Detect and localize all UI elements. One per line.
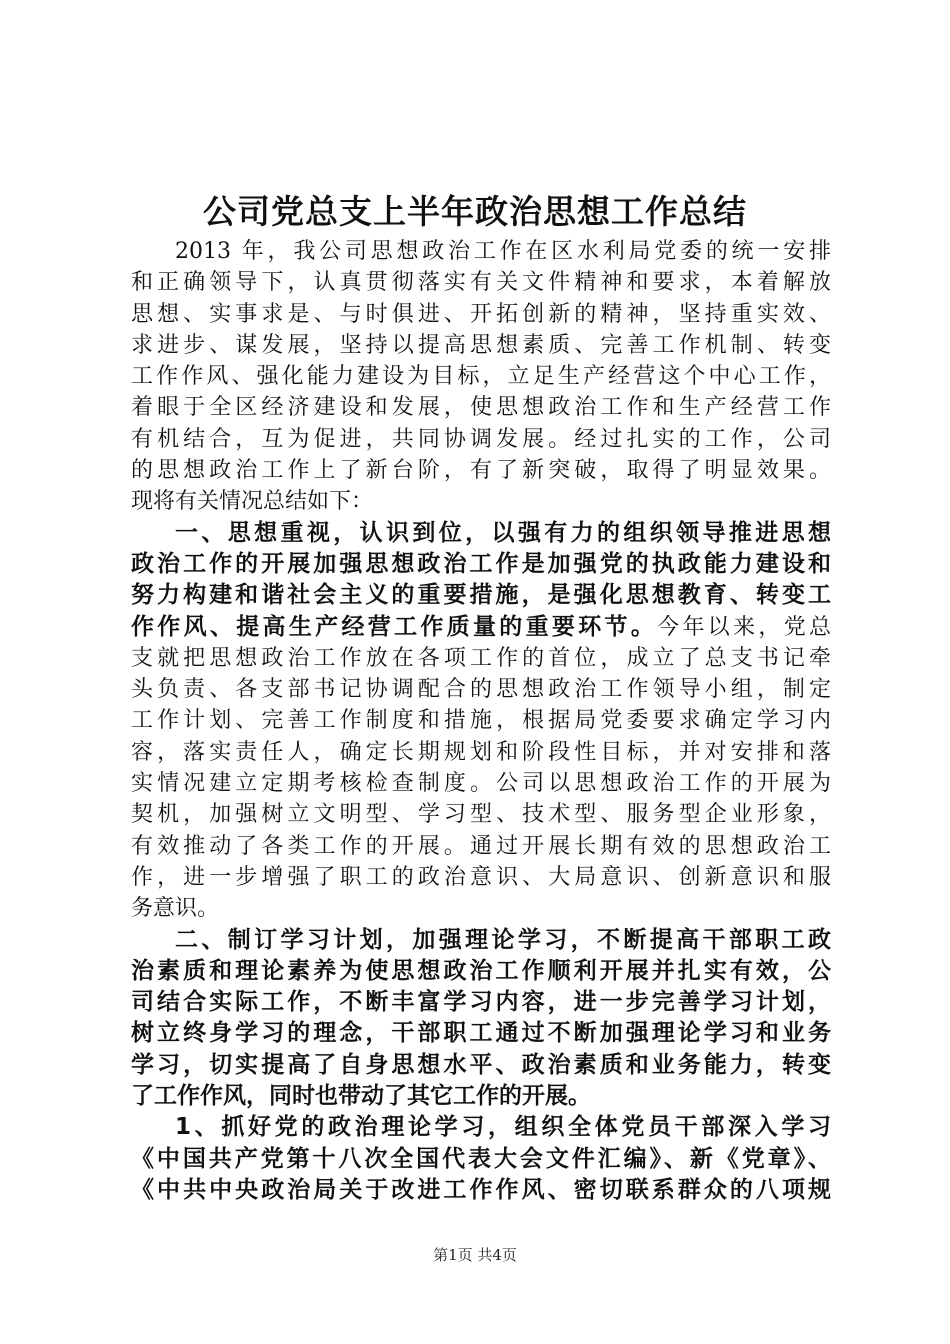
text-line: 一、思想重视，认识到位，以强有力的组织领导推进思想 [175,519,831,546]
text-line [131,612,831,643]
text-line: 实情况建立定期考核检查制度。公司以思想政治工作的开展为 [131,771,831,797]
text-line: 着眼于全区经济建设和发展，使思想政治工作和生产经营工作 [131,395,831,421]
text-line: 支就把思想政治工作放在各项工作的首位，成立了总支书记牵 [131,645,831,671]
text-line: 努力构建和谐社会主义的重要措施，是强化思想教育、转变工 [131,582,831,609]
text-line: 了工作作风，同时也带动了其它工作的开展。 [131,1083,591,1110]
text-line: 学习，切实提高了自身思想水平、政治素质和业务能力，转变 [131,1051,831,1078]
text-line: 头负责、各支部书记协调配合的思想政治工作领导小组，制定 [131,677,831,703]
text-line: 契机，加强树立文明型、学习型、技术型、服务型企业形象， [131,802,831,828]
text-line: 容，落实责任人，确定长期规划和阶段性目标，并对安排和落 [131,739,831,765]
text-line: 工作计划、完善工作制度和措施，根据局党委要求确定学习内 [131,708,831,734]
text-line: 《中国共产党第十八次全国代表大会文件汇编》、新《党章》、 [131,1145,831,1172]
text-line: 二、制订学习计划，加强理论学习，不断提高干部职工政 [175,926,831,953]
text-line: 的思想政治工作上了新台阶，有了新突破，取得了明显效果。 [131,458,831,484]
text-line: 司结合实际工作，不断丰富学习内容，进一步完善学习计划， [131,989,831,1016]
text-line: 现将有关情况总结如下： [131,489,374,515]
document-title: 公司党总支上半年政治思想工作总结 [203,192,747,231]
text-line: 和正确领导下，认真贯彻落实有关文件精神和要求，本着解放 [131,270,831,296]
text-line: 有机结合，互为促进，共同协调发展。经过扎实的工作，公司 [131,426,831,452]
normal-text: 今年以来，党总 [657,614,831,640]
text-line: 求进步、谋发展，坚持以提高思想素质、完善工作机制、转变 [131,332,831,358]
text-line: 思想、实事求是、与时俱进、开拓创新的精神，坚持重实效、 [131,301,831,327]
document-body [131,236,831,1206]
text-line: 政治工作的开展加强思想政治工作是加强党的执政能力建设和 [131,550,831,577]
text-line: 树立终身学习的理念，干部职工通过不断加强理论学习和业务 [131,1020,831,1047]
bold-text: 作作风、提高生产经营工作质量的重要环节。 [131,613,658,640]
text-line: 工作作风、强化能力建设为目标，立足生产经营这个中心工作， [131,364,831,390]
text-line: 作，进一步增强了职工的政治意识、大局意识、创新意识和服 [131,864,831,890]
text-line: 2013 年，我公司思想政治工作在区水利局党委的统一安排 [175,239,831,264]
page-footer: 第1页 共4页 [433,1246,517,1264]
text-line: 务意识。 [131,896,220,922]
text-line: 1、抓好党的政治理论学习，组织全体党员干部深入学习 [175,1114,831,1141]
text-line: 治素质和理论素养为使思想政治工作顺利开展并扎实有效，公 [131,957,831,984]
text-line: 《中共中央政治局关于改进工作作风、密切联系群众的八项规 [131,1176,831,1203]
text-line: 有效推动了各类工作的开展。通过开展长期有效的思想政治工 [131,833,831,859]
